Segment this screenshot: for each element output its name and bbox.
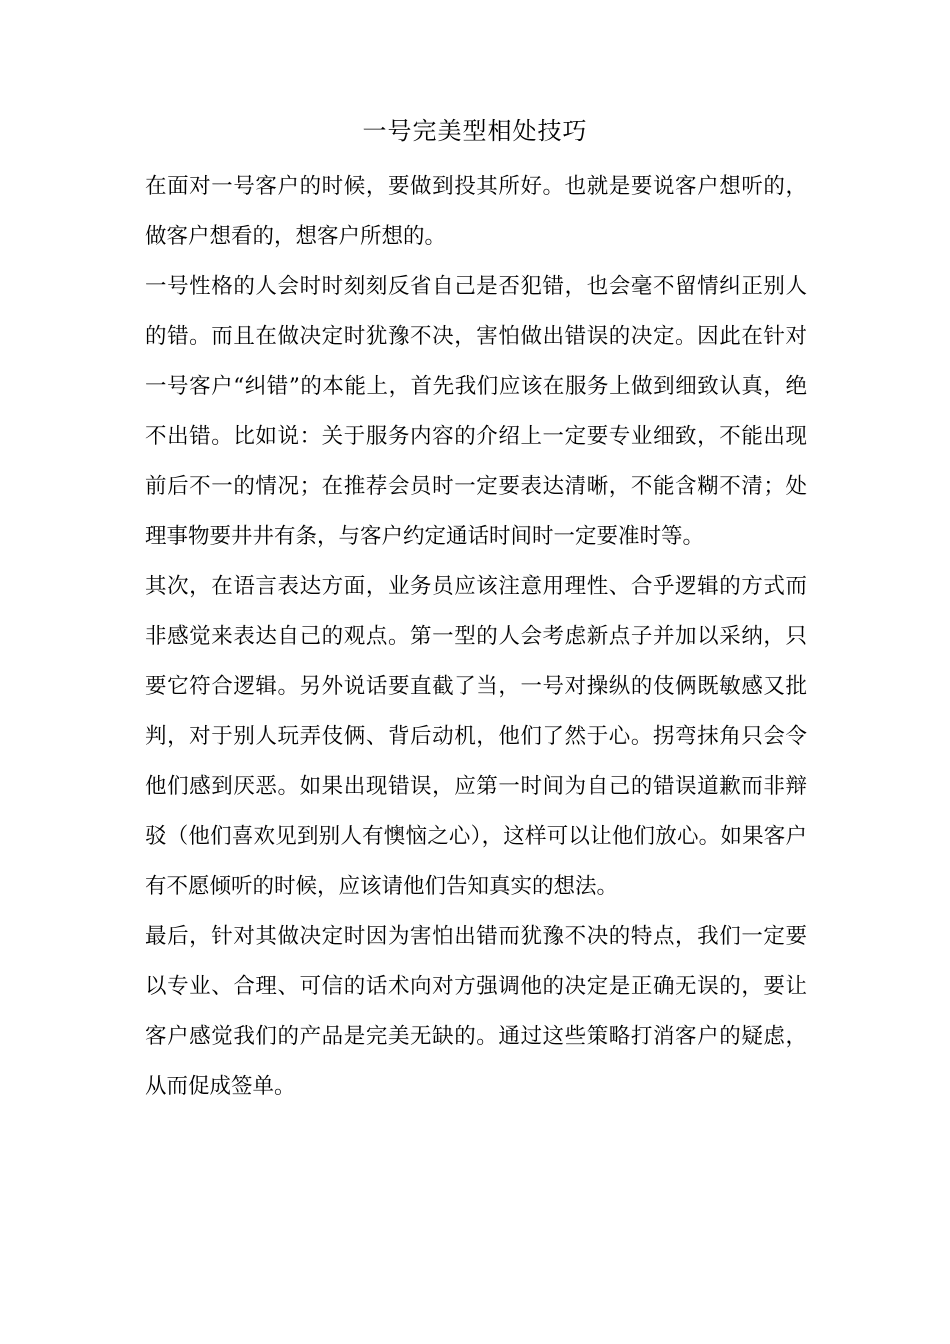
document-title: 一号完美型相处技巧 — [362, 117, 588, 145]
paragraph-error-correction: 一号性格的人会时时刻刻反省自己是否犯错，也会毫不留情纠正别人的错。而且在做决定时犹豫不决，害怕做出错误的决定。因此在针对一号客户“纠错”的本能上，首先我们应该在服务上做到细致认真，绝不出错。比如说：关于服务内容的介绍上一定要专业细致，不能出现前后不一的情况；在推荐会员时一定要表达清晰，不能含糊不清；处理事物要井井有条，与客户约定通话时间时一定要准时等。 — [145, 274, 807, 549]
paragraph-intro: 在面对一号客户的时候，要做到投其所好。也就是要说客户想听的，做客户想看的，想客户所想的。 — [145, 174, 807, 249]
document-body — [145, 162, 807, 1112]
paragraph-communication: 其次，在语言表达方面，业务员应该注意用理性、合乎逻辑的方式而非感觉来表达自己的观点。第一型的人会考虑新点子并加以采纳，只要它符合逻辑。另外说话要直截了当，一号对操纵的伎俩既敏感又批判，对于别人玩弄伎俩、背后动机，他们了然于心。拐弯抹角只会令他们感到厌恶。如果出现错误，应第一时间为自己的错误道歉而非辩驳（他们喜欢见到别人有懊恼之心），这样可以让他们放心。如果客户有不愿倾听的时候，应该请他们告知真实的想法。 — [145, 574, 807, 899]
paragraph-conclusion: 最后，针对其做决定时因为害怕出错而犹豫不决的特点，我们一定要以专业、合理、可信的话术向对方强调他的决定是正确无误的，要让客户感觉我们的产品是完美无缺的。通过这些策略打消客户的疑虑，从而促成签单。 — [145, 924, 807, 1099]
